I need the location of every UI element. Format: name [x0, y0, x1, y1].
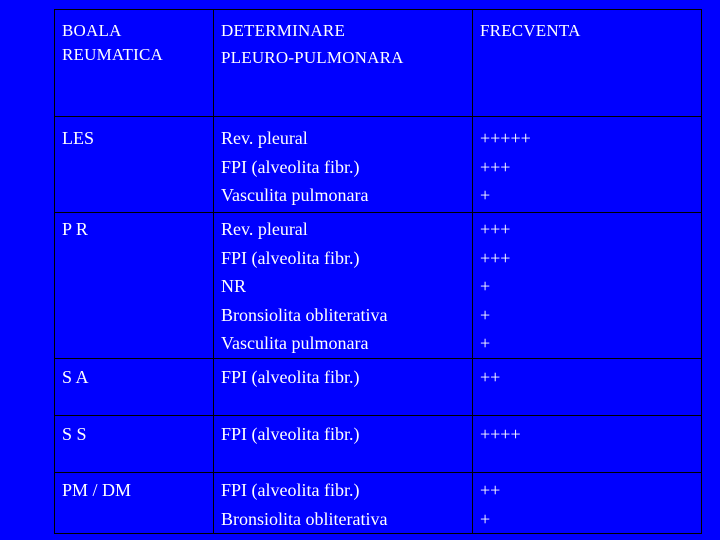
determination-item: FPI (alveolita fibr.)	[221, 156, 360, 177]
determination-cell	[214, 213, 473, 359]
pleuro-pulmonary-table	[54, 9, 702, 534]
disease-name: PM / DM	[62, 479, 132, 500]
table-row	[55, 358, 702, 415]
determination-item: Rev. pleural	[221, 219, 308, 239]
frequency-item: +	[480, 508, 491, 529]
table-row	[55, 415, 702, 472]
header-frequency-cell	[473, 10, 702, 117]
header-determination-line: DETERMINARE	[221, 21, 346, 40]
frequency-item: +++	[480, 219, 511, 239]
frequency-item: +++	[480, 247, 511, 268]
determination-item: FPI (alveolita fibr.)	[221, 423, 360, 444]
frequency-cell	[473, 415, 702, 472]
header-determination-line: PLEURO-PULMONARA	[221, 48, 404, 67]
determination-cell	[214, 117, 473, 213]
frequency-item: +	[480, 333, 491, 354]
frequency-item: ++	[480, 479, 501, 500]
disease-name: S A	[62, 366, 89, 387]
determination-item: Bronsiolita obliterativa	[221, 508, 388, 529]
table-row	[55, 117, 702, 213]
frequency-cell	[473, 472, 702, 533]
determination-cell	[214, 358, 473, 415]
frequency-cell	[473, 213, 702, 359]
disease-name: S S	[62, 423, 87, 444]
determination-cell	[214, 472, 473, 533]
determination-item: NR	[221, 276, 247, 297]
table-row	[55, 472, 702, 533]
frequency-cell	[473, 358, 702, 415]
frequency-item: ++++	[480, 423, 521, 444]
disease-cell	[55, 472, 214, 533]
determination-item: FPI (alveolita fibr.)	[221, 247, 360, 268]
table-row	[55, 213, 702, 359]
frequency-item: +	[480, 185, 491, 206]
disease-cell	[55, 358, 214, 415]
disease-name: P R	[62, 219, 88, 239]
header-frequency-line: FRECVENTA	[480, 21, 581, 40]
disease-cell	[55, 415, 214, 472]
frequency-item: +++	[480, 156, 511, 177]
determination-item: FPI (alveolita fibr.)	[221, 479, 360, 500]
header-disease-cell	[55, 10, 214, 117]
determination-cell	[214, 415, 473, 472]
determination-item: Rev. pleural	[221, 128, 308, 148]
determination-item: Vasculita pulmonara	[221, 185, 369, 206]
header-disease-line: BOALA	[62, 21, 122, 40]
header-determination-cell	[214, 10, 473, 117]
frequency-item: +	[480, 304, 491, 325]
disease-cell	[55, 117, 214, 213]
frequency-cell	[473, 117, 702, 213]
disease-cell	[55, 213, 214, 359]
frequency-item: ++	[480, 366, 501, 387]
determination-item: Vasculita pulmonara	[221, 333, 369, 354]
frequency-item: +++++	[480, 128, 531, 148]
frequency-item: +	[480, 276, 491, 297]
disease-name: LES	[62, 128, 95, 148]
determination-item: Bronsiolita obliterativa	[221, 304, 388, 325]
determination-item: FPI (alveolita fibr.)	[221, 366, 360, 387]
table-header-row	[55, 10, 702, 117]
header-disease-line: REUMATICA	[62, 45, 163, 64]
